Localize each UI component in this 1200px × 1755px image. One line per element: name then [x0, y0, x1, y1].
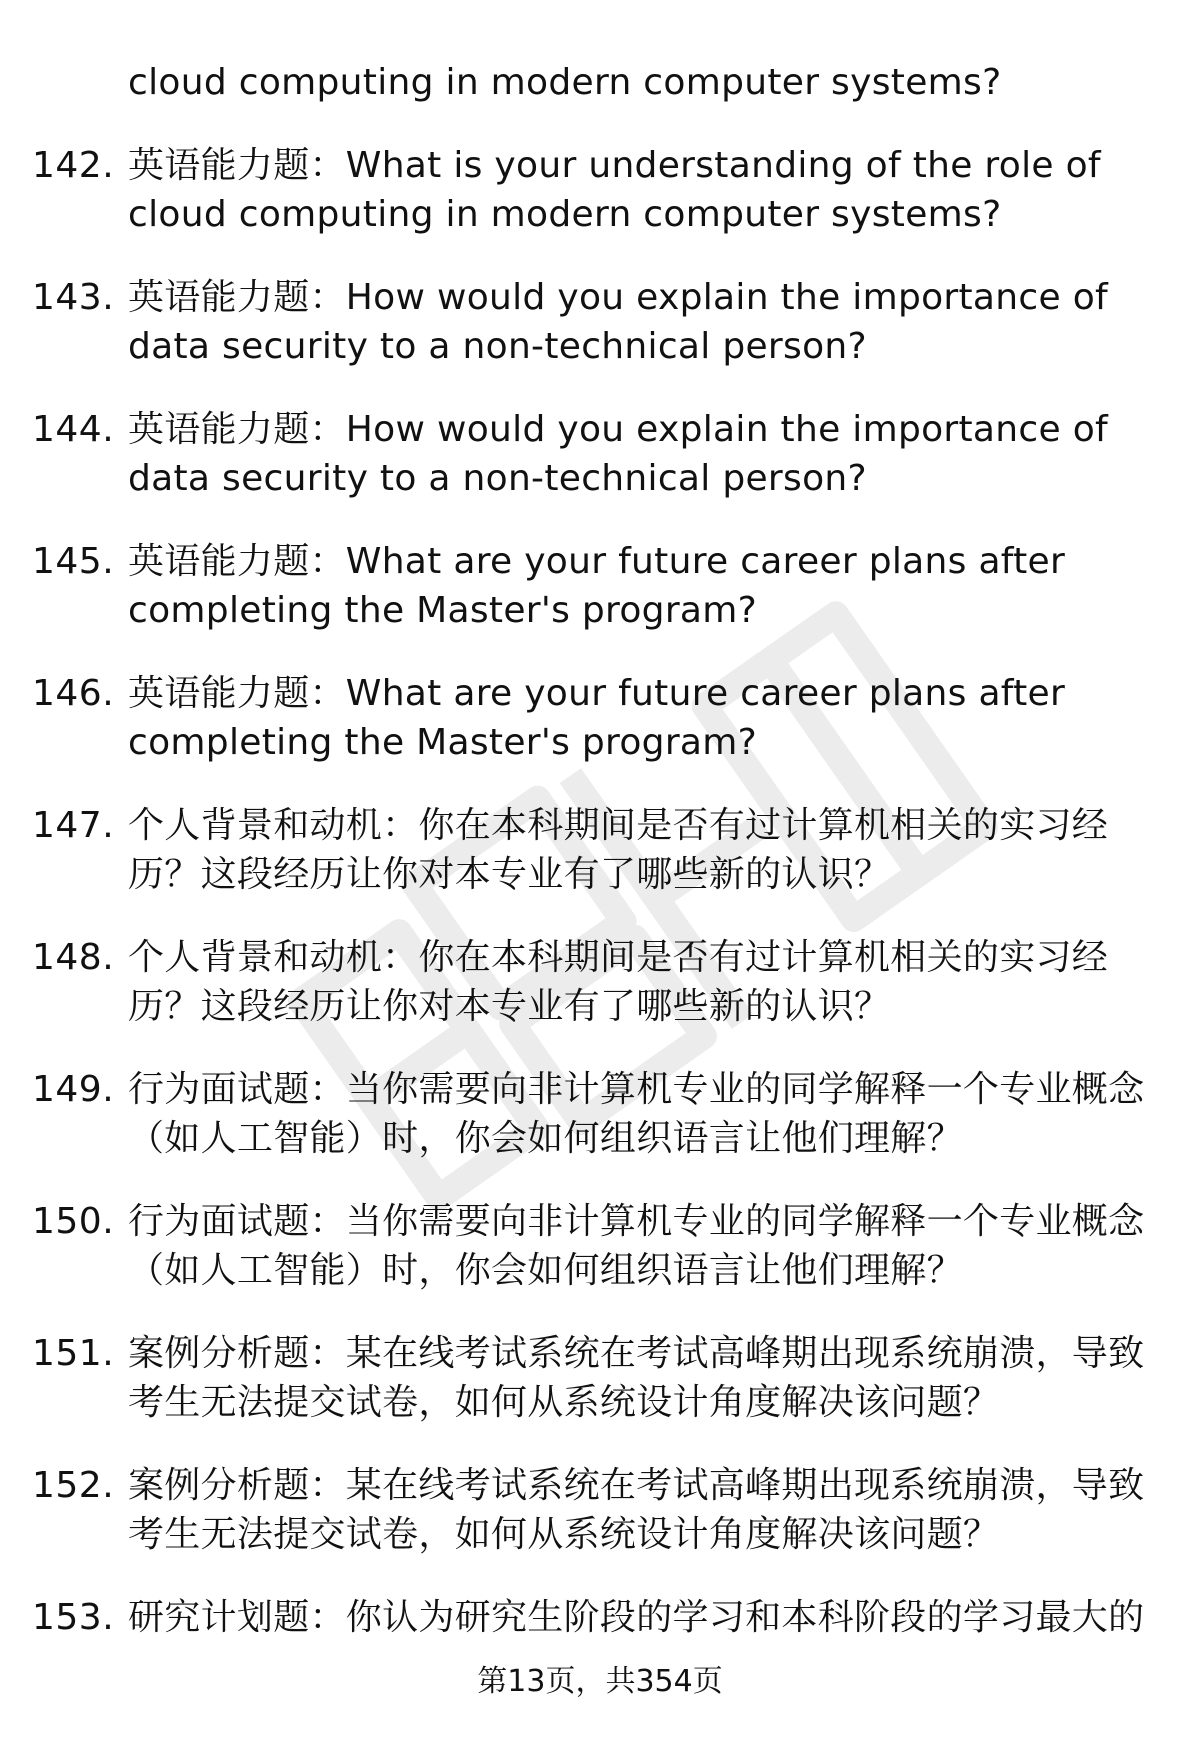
list-item: [0, 1329, 1200, 1427]
item-number: 145.: [32, 541, 115, 582]
item-text: 行为面试题：当你需要向非计算机专业的同学解释一个专业概念（如人工智能）时，你会如何组织语言让他们理解？: [128, 1069, 1145, 1159]
item-text: 个人背景和动机：你在本科期间是否有过计算机相关的实习经历？这段经历让你对本专业有了哪些新的认识？: [128, 805, 1109, 895]
item-text: 英语能力题：What is your understanding of the role of cloud computing in modern computer systems?: [128, 145, 1101, 235]
list-item: [0, 1461, 1200, 1559]
item-number: 148.: [32, 937, 115, 978]
item-text: 案例分析题：某在线考试系统在考试高峰期出现系统崩溃，导致考生无法提交试卷，如何从系统设计角度解决该问题？: [128, 1333, 1145, 1423]
list-item: [0, 1593, 1200, 1642]
list-item: [0, 537, 1200, 635]
item-number: 143.: [32, 277, 115, 318]
item-number: 146.: [32, 673, 115, 714]
item-number: 144.: [32, 409, 115, 450]
item-text: 行为面试题：当你需要向非计算机专业的同学解释一个专业概念（如人工智能）时，你会如何组织语言让他们理解？: [128, 1201, 1145, 1291]
item-text: 英语能力题：How would you explain the importance of data security to a non-technical person?: [128, 409, 1108, 499]
list-item: [0, 141, 1200, 239]
list-item: [0, 1065, 1200, 1163]
list-item: [0, 1197, 1200, 1295]
item-text: 个人背景和动机：你在本科期间是否有过计算机相关的实习经历？这段经历让你对本专业有了哪些新的认识？: [128, 937, 1109, 1027]
item-text: cloud computing in modern computer systems?: [128, 62, 1002, 103]
item-text: 研究计划题：你认为研究生阶段的学习和本科阶段的学习最大的: [128, 1597, 1145, 1638]
item-text: 案例分析题：某在线考试系统在考试高峰期出现系统崩溃，导致考生无法提交试卷，如何从系统设计角度解决该问题？: [128, 1465, 1145, 1555]
question-list: [0, 58, 1200, 1676]
item-number: 151.: [32, 1333, 115, 1374]
list-item-continuation: [0, 58, 1200, 107]
list-item: [0, 273, 1200, 371]
item-number: 149.: [32, 1069, 115, 1110]
item-number: 147.: [32, 805, 115, 846]
item-number: 142.: [32, 145, 115, 186]
item-number: 153.: [32, 1597, 115, 1638]
item-text: 英语能力题：What are your future career plans after completing the Master's program?: [128, 541, 1066, 631]
list-item: [0, 933, 1200, 1031]
item-text: 英语能力题：How would you explain the importance of data security to a non-technical person?: [128, 277, 1108, 367]
page-number-footer: 第13页，共354页: [477, 1664, 723, 1699]
item-text: 英语能力题：What are your future career plans after completing the Master's program?: [128, 673, 1066, 763]
item-number: 152.: [32, 1465, 115, 1506]
item-number: 150.: [32, 1201, 115, 1242]
list-item: [0, 669, 1200, 767]
list-item: [0, 405, 1200, 503]
list-item: [0, 801, 1200, 899]
